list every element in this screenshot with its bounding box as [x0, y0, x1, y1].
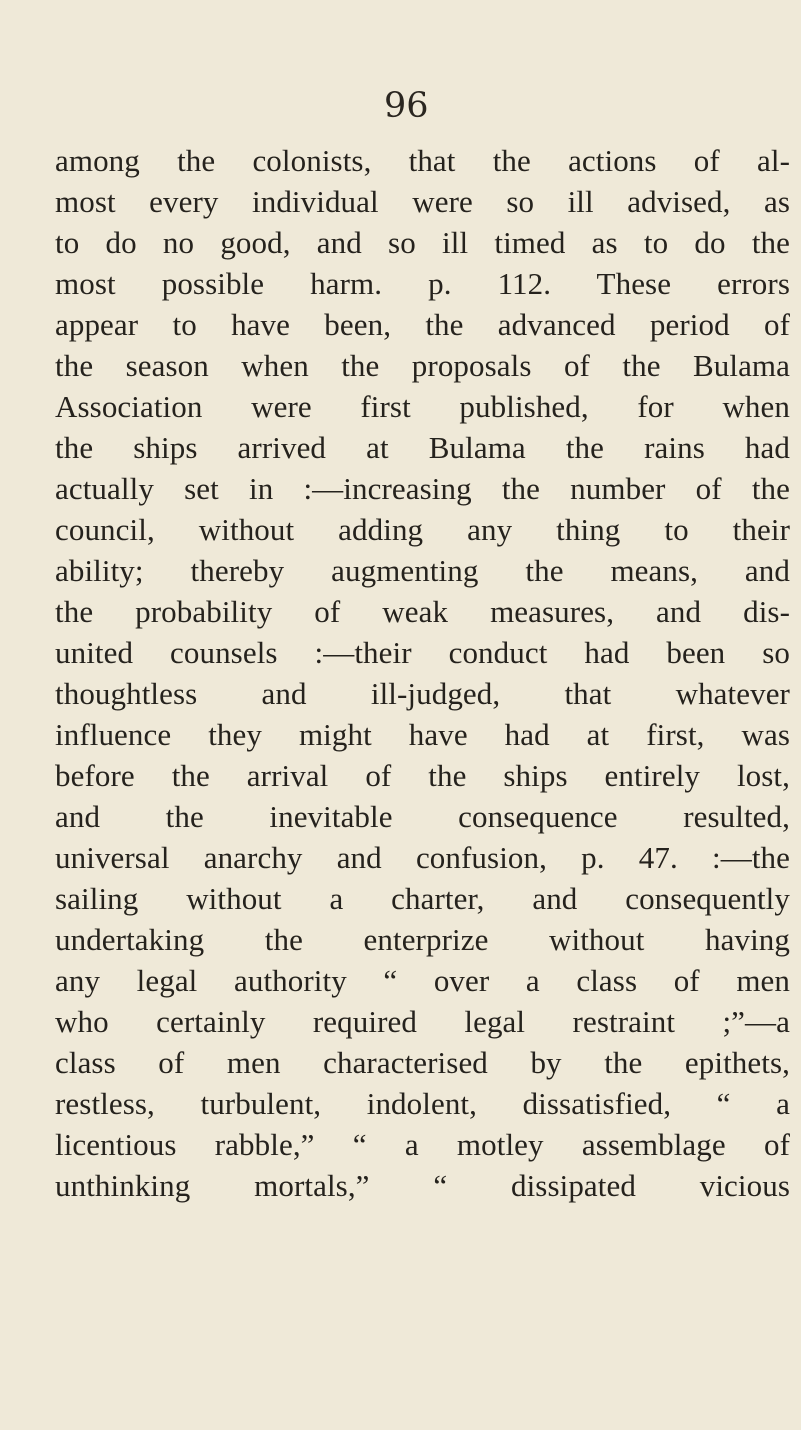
text-line: class of men characterised by the epithets, [55, 1045, 790, 1080]
body-text [55, 140, 790, 1206]
text-line: unthinking mortals,” “ dissipated vicious [55, 1168, 790, 1203]
page-number: 96 [384, 86, 429, 126]
text-line: most every individual were so ill advised, as [55, 184, 790, 219]
text-line: influence they might have had at first, was [55, 717, 790, 752]
text-line: the ships arrived at Bulama the rains had [55, 430, 790, 465]
text-line: thoughtless and ill-judged, that whatever [55, 676, 790, 711]
text-line: the season when the proposals of the Bulama [55, 348, 790, 383]
text-line: united counsels :—their conduct had been so [55, 635, 790, 670]
text-line: among the colonists, that the actions of al- [55, 143, 790, 178]
text-line: restless, turbulent, indolent, dissatisfied, “ a [55, 1086, 790, 1121]
text-line: appear to have been, the advanced period of [55, 307, 790, 342]
text-line: ability; thereby augmenting the means, and [55, 553, 790, 588]
text-line: before the arrival of the ships entirely lost, [55, 758, 790, 793]
text-line: council, without adding any thing to their [55, 512, 790, 547]
text-line: undertaking the enterprize without having [55, 922, 790, 957]
text-line: sailing without a charter, and consequently [55, 881, 790, 916]
text-line: the probability of weak measures, and dis- [55, 594, 790, 629]
text-line: and the inevitable consequence resulted, [55, 799, 790, 834]
text-line: actually set in :—increasing the number of the [55, 471, 790, 506]
text-line: who certainly required legal restraint ;”—a [55, 1004, 790, 1039]
text-line: to do no good, and so ill timed as to do the [55, 225, 790, 260]
text-line: Association were first published, for when [55, 389, 790, 424]
text-line: most possible harm. p. 112. These errors [55, 266, 790, 301]
text-line: licentious rabble,” “ a motley assemblage of [55, 1127, 790, 1162]
text-line: any legal authority “ over a class of men [55, 963, 790, 998]
text-line: universal anarchy and confusion, p. 47. :—the [55, 840, 790, 875]
